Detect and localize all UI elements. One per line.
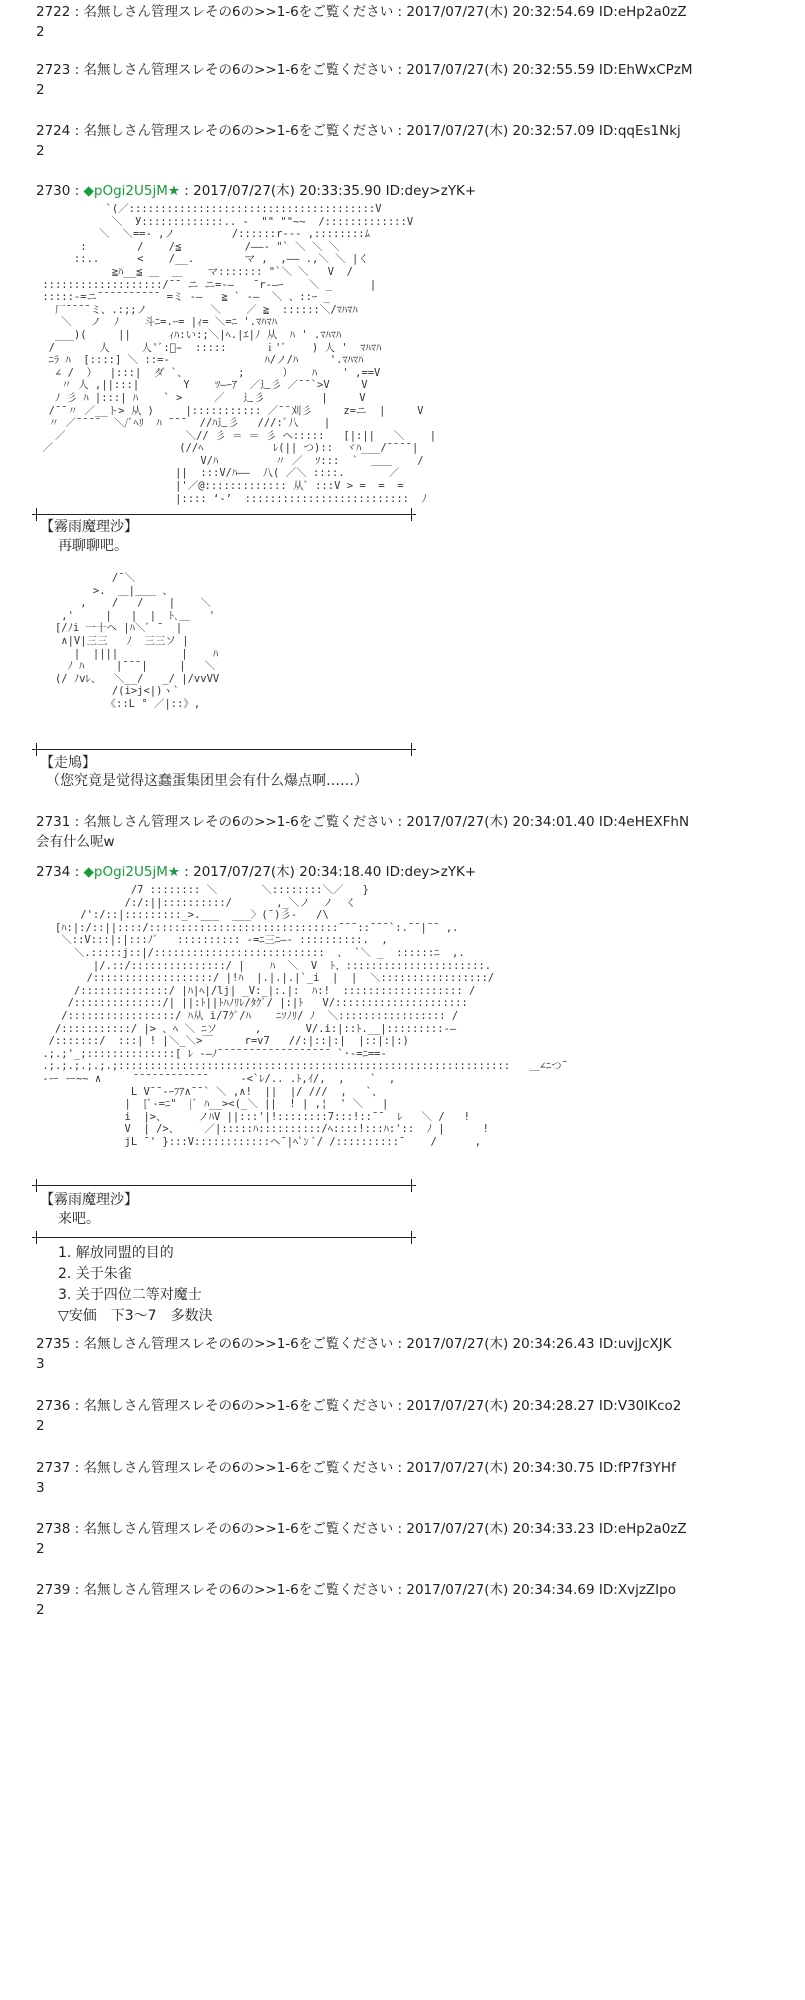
post-2737 <box>36 1458 676 1498</box>
dialogue-line: 来吧。 <box>58 1211 100 1227</box>
vote-option: 3. 关于四位二等对魔士 <box>58 1287 202 1303</box>
post-2734 <box>36 862 476 882</box>
post-header: 2723 : 名無しさん管理スレその6の>>1-6をご覧ください : 2017/07/27(木) 20:32:55.59 ID:EhWxCPzM <box>36 62 693 78</box>
ascii-art-marisa-large: `(／:::::::::::::::::::::::::::::::::::::::V ＼ У:::::::::::::.. - "" ""~~ /:::::::::::::V ＼ ＼==- ,ノ /::::::r--- ,::::::::ﾑ : / /≦ /——‐ "` ＼ ＼ ＼ ::.. < /__. マ , ,—— .,＼ ＼ |く ≧ﾊ__≦ ＿ ＿ マ::::::: "`＼ ＼ V / :::::::::::::::::::/¯¯ ニ ニ=-— ̄ r‐—ｰ ＼ _ | :::::-=ニ¯¯¯¯¯¯¯¯¯¯ =ミ ‐— ≧ ` ‐— ＼ 、::ｰ _ 厂¯¯¯¯ミ、.:;;ノ ＼ ／ ≧ ::::::＼/ﾏﾊﾏﾊ ＼ ノ ﾉ 斗ﾆ=.ｰ= |ｨ= ＼=ﾆ '.ﾏﾊﾏﾊ ___)( || ｨﾊ:い:;＼|ﾍ.|ｴ|ﾉ 从 ﾊ ' .ﾏﾊﾏﾊ / 人 人'ﾞ:ﾟ̵ ::::: ｉ'ﾞ ) 人 ' ﾏﾊﾏﾊ ﾆﾗ ﾊ [::::] ＼ ::=- ﾊ/ノ/ﾊ '.ﾏﾊﾏﾊ ∠ / ） |:::| ダ `、 ; ） ﾊ ' ,==V 〃 人 ,||:::| Y ﾂ—ｰｱ ／辶彡 ／¯¯`>V V ﾉ 彡 ﾊ |:::| ﾊ ` > ／ 辶彡 | V /¯¯〃 ／__ト> 从 ) |::::::::::: ／¯¯刈彡 z=ニ | V 〃 ／¯¯¯¯ ＼/ﾞﾍﾘ ﾊ ¯¯¯ //ﾊ辶彡 ///:ﾞ八 | ／ ＼// 彡 ＝ ＝ 彡 ヘ::::: [|:|| ＼ | ／ (//ﾍ ﾚ(|| つ):: ヾﾊ___/¯¯¯¯| V/ﾊ 〃 ／ ｿ::: ` ＿＿ / || :::V/ﾊ—— 八( ／＼ ::::. ／ |'／@::::::::::::: 从ﾞ :::V > = = = |:::: ‘‐’ :::::::::::::::::::::::::: ﾉ <box>42 203 437 505</box>
post-2722 <box>36 2 687 42</box>
post-header: 2739 : 名無しさん管理スレその6の>>1-6をご覧ください : 2017/07/27(木) 20:34:34.69 ID:XvjzZIpo <box>36 1582 676 1598</box>
post-header: 2737 : 名無しさん管理スレその6の>>1-6をご覧ください : 2017/07/27(木) 20:34:30.75 ID:fP7f3YHf <box>36 1460 676 1476</box>
post-2723 <box>36 60 693 100</box>
ascii-art-marisa-medium: /7 :::::::: ＼ ＼::::::::＼／ } /:/:||::::::::::/ ,_＼ノ ノ く /':/::|:::::::::_>.___ ___〉(¯)彡‐ /\ [ﾊ:|:/::||::::/::::::::::::::::::::::::::::::¯¯¯::¯¯¯`:.¯¯|¯¯ ,. ＼::V:::|:|:::ﾉﾞ :::::::::: -=ﾆ三ﾆ—‐ ::::::::::. , ＼.:::::j::|/::::::::::::::::::::::::::: 、 `＼ _ ::::::ﾆ ,. |/.::/:::::::::::::::/ | ﾊ ＼ V ﾄ、::::::::::::::::::::::. /:::::::::::::::::::/ |!ﾊ |.|.|.|`_i | | ＼:::::::::::::::::/ /::::::::::::::/ |ﾊ|ﾍ|/lj| _V:_|:.|: ﾊ:! ::::::::::::::::::: / /::::::::::::::/| ||:ﾄ||ﾄﾊﾉﾘﾚ/ﾀｸﾞ/ |:|ﾄ V/::::::::::::::::::::: /:::::::::::::::::/ ﾊ从 i/7ｸﾞ/ﾊ ﾆｿﾉﾘ/ ﾉ ＼::::::::::::::::: / /:::::::::::/ |> 、ﾍ ＼ ﾆソ , V/.i:|::ﾄ.__|:::::::::-— /:::::::/ :::| ! |＼_＼>￣ r=v7 //:|::|:| |::|:|:) .;.;'_;::::::::::::::[ ﾚ -—ﾉ¯¯¯¯¯¯¯¯¯¯¯¯¯¯¯¯¯¯ `·-=ﾆ==- .;.;.;.;.;.;:::::::::::::::::::::::::::::::::::::::::::::::::::::::::::::: ＿∠ﾆつ¯ ‐ー ー~~ ∧ ¯¯¯¯¯¯¯¯¯¯¯¯ ‐<`ﾚ/.. .ﾄ,ｲ/, , ` , L V¯¯‐ｰﾌｱ∧¯¯` ＼ ,∧! || |/ /// , `、 | [ﾞ-=ﾆ" |ﾞ ﾊ__><(_＼ || ! | ,¦ ' ＼ | i |>、 ノﾊV ||:::'|!::::::::7:::!::¯¯ ﾚ ＼ / ! V | />、 ／|:::::ﾊ::::::::::/ﾍ::::!:::ﾊ:':: ﾉ | ! jL ¯' }:::V::::::::::::ヘ¯|ﾍﾟﾝ ﾞ/ /::::::::::¯ / , <box>42 884 568 1148</box>
post-2736 <box>36 1396 681 1436</box>
post-2735 <box>36 1334 672 1374</box>
dialogue-line: （您究竟是觉得这蠢蛋集团里会有什么爆点啊……） <box>46 773 368 789</box>
post-2738 <box>36 1519 687 1559</box>
post-body: 3 <box>36 1356 45 1372</box>
post-body: 2 <box>36 1418 45 1434</box>
ascii-art-hato: /¯＼ >. ＿|＿＿ 、 , / / | ＼ ,' | | | ﾄ､＿ ' [/ﾉi 一十ヘ |ﾊ＼ﾞ ¯ | ∧|V|三三 ﾉ 三三ソ | | |||| | ﾊ ﾉ ﾊ |¯¯¯| | ＼ (/ ﾉvﾚ、 ＼__/ _/ |/vvVV /(i>j<|)ヽ` 《::L ° ／|::》, <box>54 572 220 710</box>
post-header: 2731 : 名無しさん管理スレその6の>>1-6をご覧ください : 2017/07/27(木) 20:34:01.40 ID:4eHEXFhN <box>36 814 690 830</box>
post-number: 2730 : <box>36 183 84 199</box>
post-2731 <box>36 812 689 852</box>
vote-option: 1. 解放同盟的目的 <box>58 1245 174 1261</box>
post-2739 <box>36 1580 676 1620</box>
speaker-name: 【走鳩】 <box>40 755 96 771</box>
author-trip: ◆pOgi2U5jM★ <box>83 864 180 880</box>
post-header <box>36 862 476 882</box>
vote-option: 2. 关于朱雀 <box>58 1266 132 1282</box>
post-header: 2738 : 名無しさん管理スレその6の>>1-6をご覧ください : 2017/07/27(木) 20:34:33.23 ID:eHp2a0zZ <box>36 1521 687 1537</box>
vote-options <box>58 1243 213 1327</box>
speaker-name: 【霧雨魔理沙】 <box>40 1192 138 1208</box>
post-header: 2736 : 名無しさん管理スレその6の>>1-6をご覧ください : 2017/07/27(木) 20:34:28.27 ID:V30IKco2 <box>36 1398 682 1414</box>
post-2730 <box>36 181 476 201</box>
post-body: 会有什么呢w <box>36 834 115 850</box>
post-meta: : 2017/07/27(木) 20:33:35.90 ID:dey>zYK+ <box>179 183 477 199</box>
post-body: 3 <box>36 1480 45 1496</box>
post-body: 2 <box>36 24 45 40</box>
post-number: 2734 : <box>36 864 84 880</box>
vote-instruction: ▽安価 下3～7 多数決 <box>58 1308 213 1324</box>
post-body: 2 <box>36 1541 45 1557</box>
dialogue-line: 再聊聊吧。 <box>58 538 128 554</box>
post-header: 2735 : 名無しさん管理スレその6の>>1-6をご覧ください : 2017/07/27(木) 20:34:26.43 ID:uvjJcXJK <box>36 1336 672 1352</box>
post-meta: : 2017/07/27(木) 20:34:18.40 ID:dey>zYK+ <box>179 864 477 880</box>
post-body: 2 <box>36 82 45 98</box>
post-body: 2 <box>36 1602 45 1618</box>
author-trip: ◆pOgi2U5jM★ <box>83 183 180 199</box>
post-body: 2 <box>36 143 45 159</box>
post-header: 2722 : 名無しさん管理スレその6の>>1-6をご覧ください : 2017/07/27(木) 20:32:54.69 ID:eHp2a0zZ <box>36 4 687 20</box>
post-2724 <box>36 121 681 161</box>
post-header: 2724 : 名無しさん管理スレその6の>>1-6をご覧ください : 2017/07/27(木) 20:32:57.09 ID:qqEs1Nkj <box>36 123 681 139</box>
post-header <box>36 181 476 201</box>
speaker-name: 【霧雨魔理沙】 <box>40 519 138 535</box>
